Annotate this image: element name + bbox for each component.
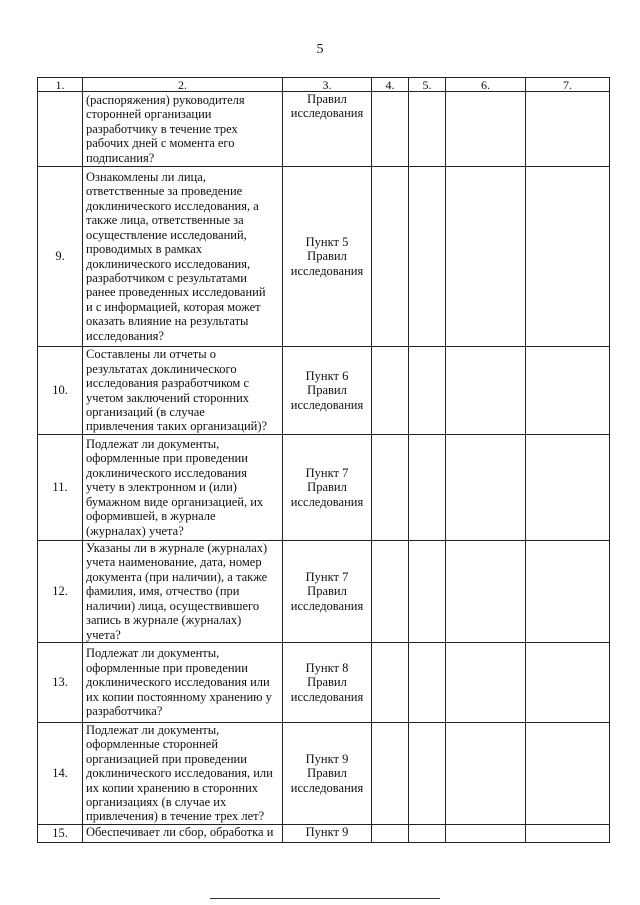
empty-cell-col-6 xyxy=(446,824,526,842)
empty-cell-col-5 xyxy=(409,643,446,723)
question-line: доклинического исследования, а xyxy=(86,198,259,213)
reference-cell xyxy=(283,643,372,723)
question-line: Ознакомлены ли лица, xyxy=(86,170,206,185)
reference-cell xyxy=(283,824,372,842)
question-line: (распоряжения) руководителя xyxy=(86,92,245,107)
question-line: рабочих дней с момента его xyxy=(86,136,235,151)
question-line: оформленные при проведении xyxy=(86,451,248,466)
header-row xyxy=(38,78,610,92)
table-row xyxy=(38,541,610,643)
reference-line: исследования xyxy=(290,689,364,704)
reference-cell xyxy=(283,541,372,643)
empty-cell-col-7 xyxy=(526,541,610,643)
question-cell xyxy=(83,541,283,643)
question-line: осуществление исследований, xyxy=(86,227,247,242)
question-line: наличии) лица, осуществившего xyxy=(86,598,260,613)
table-body xyxy=(38,92,610,843)
question-line: доклинического исследования или xyxy=(86,675,270,690)
table-row xyxy=(38,92,610,167)
empty-cell-col-6 xyxy=(446,347,526,435)
question-line: оформившей, в журнале xyxy=(86,509,216,524)
footer-scan-line xyxy=(210,898,440,899)
question-line: проводимых в рамках xyxy=(86,242,203,257)
reference-line: Пункт 5 xyxy=(305,234,349,249)
row-number xyxy=(38,92,83,167)
empty-cell-col-4 xyxy=(372,92,409,167)
question-line: организацией при проведении xyxy=(86,751,247,766)
question-line: сторонней организации xyxy=(86,107,212,122)
table-row xyxy=(38,167,610,347)
reference-line: исследования xyxy=(290,494,364,509)
empty-cell-col-6 xyxy=(446,92,526,167)
question-cell xyxy=(83,723,283,825)
reference-line: Пункт 6 xyxy=(305,368,349,383)
reference-cell xyxy=(283,723,372,825)
empty-cell-col-4 xyxy=(372,723,409,825)
question-line: Подлежат ли документы, xyxy=(86,437,220,452)
header-col-4: 4. xyxy=(372,78,409,92)
reference-line: Правил xyxy=(307,584,347,599)
question-cell xyxy=(83,167,283,347)
reference-line: исследования xyxy=(290,397,364,412)
empty-cell-col-7 xyxy=(526,167,610,347)
header-col-1: 1. xyxy=(38,78,83,92)
header-col-7: 7. xyxy=(526,78,610,92)
question-line: оказать влияние на результаты xyxy=(86,314,249,329)
empty-cell-col-7 xyxy=(526,435,610,541)
empty-cell-col-5 xyxy=(409,92,446,167)
header-col-5: 5. xyxy=(409,78,446,92)
empty-cell-col-4 xyxy=(372,167,409,347)
question-line: запись в журнале (журналах) xyxy=(86,613,242,628)
question-line: учета наименование, дата, номер xyxy=(86,555,262,570)
empty-cell-col-6 xyxy=(446,643,526,723)
reference-line: Правил xyxy=(307,766,347,781)
empty-cell-col-4 xyxy=(372,824,409,842)
header-col-6: 6. xyxy=(446,78,526,92)
question-line: оформленные при проведении xyxy=(86,660,248,675)
reference-cell xyxy=(283,347,372,435)
question-line: разработчика? xyxy=(86,704,163,719)
question-line: исследования разработчиком с xyxy=(86,376,250,391)
reference-line: Пункт 9 xyxy=(305,824,349,839)
question-line: (журналах) учета? xyxy=(86,523,184,538)
question-line: результатах доклинического xyxy=(86,361,237,376)
empty-cell-col-6 xyxy=(446,167,526,347)
question-line: организаций (в случае xyxy=(86,404,205,419)
empty-cell-col-5 xyxy=(409,167,446,347)
empty-cell-col-6 xyxy=(446,723,526,825)
question-line: разработчиком с результатами xyxy=(86,270,247,285)
row-number: 10. xyxy=(38,347,83,435)
reference-line: Пункт 8 xyxy=(305,660,349,675)
question-line: бумажном виде организацией, их xyxy=(86,494,264,509)
question-line: Подлежат ли документы, xyxy=(86,646,220,661)
question-line: Указаны ли в журнале (журналах) xyxy=(86,541,268,556)
reference-cell xyxy=(283,92,372,167)
row-number: 15. xyxy=(38,824,83,842)
empty-cell-col-5 xyxy=(409,347,446,435)
question-line: доклинического исследования xyxy=(86,465,247,480)
question-cell xyxy=(83,435,283,541)
question-line: учета? xyxy=(86,627,121,642)
header-col-2: 2. xyxy=(83,78,283,92)
question-line: их копии хранению в сторонних xyxy=(86,780,259,795)
page-number: 5 xyxy=(316,42,324,57)
reference-line: исследования xyxy=(290,780,364,795)
row-number: 14. xyxy=(38,723,83,825)
reference-line: Пункт 7 xyxy=(305,569,349,584)
empty-cell-col-7 xyxy=(526,723,610,825)
question-line: оформленные сторонней xyxy=(86,737,219,752)
reference-line: Пункт 7 xyxy=(305,465,349,480)
question-line: доклинического исследования, или xyxy=(86,766,273,781)
table-row xyxy=(38,723,610,825)
empty-cell-col-5 xyxy=(409,435,446,541)
question-line: разработчику в течение трех xyxy=(86,121,238,136)
row-number: 9. xyxy=(38,167,83,347)
reference-line: исследования xyxy=(290,598,364,613)
reference-line: Правил xyxy=(307,249,347,264)
question-line: их копии постоянному хранению у xyxy=(86,689,272,704)
reference-line: исследования xyxy=(290,106,364,121)
reference-line: исследования xyxy=(290,263,364,278)
question-line: Подлежат ли документы, xyxy=(86,723,220,737)
empty-cell-col-6 xyxy=(446,435,526,541)
reference-line: Правил xyxy=(307,383,347,398)
empty-cell-col-4 xyxy=(372,541,409,643)
row-number: 13. xyxy=(38,643,83,723)
question-cell xyxy=(83,824,283,842)
row-number: 11. xyxy=(38,435,83,541)
empty-cell-col-4 xyxy=(372,643,409,723)
reference-line: Правил xyxy=(307,480,347,495)
question-line: ответственные за проведение xyxy=(86,184,243,199)
question-line: учету в электронном и (или) xyxy=(86,480,237,495)
question-line: ранее проведенных исследований xyxy=(86,285,266,300)
checklist-table xyxy=(37,77,610,843)
question-line: исследования? xyxy=(86,328,164,343)
empty-cell-col-7 xyxy=(526,643,610,723)
empty-cell-col-5 xyxy=(409,723,446,825)
reference-line: Пункт 9 xyxy=(305,751,349,766)
question-cell xyxy=(83,92,283,167)
empty-cell-col-4 xyxy=(372,435,409,541)
empty-cell-col-7 xyxy=(526,347,610,435)
question-line: учетом заключений сторонних xyxy=(86,390,250,405)
question-line: документа (при наличии), а также xyxy=(86,569,268,584)
reference-line: Правил xyxy=(307,675,347,690)
table-row xyxy=(38,347,610,435)
header-col-3: 3. xyxy=(283,78,372,92)
reference-cell xyxy=(283,167,372,347)
table-row xyxy=(38,643,610,723)
row-number: 12. xyxy=(38,541,83,643)
question-line: организациях (в случае их xyxy=(86,795,227,810)
empty-cell-col-4 xyxy=(372,347,409,435)
question-cell xyxy=(83,643,283,723)
question-line: доклинического исследования, xyxy=(86,256,251,271)
question-line: и с информацией, которая может xyxy=(86,299,261,314)
reference-cell xyxy=(283,435,372,541)
question-line: привлечения) в течение трех лет? xyxy=(86,809,265,824)
question-line: привлечения таких организаций)? xyxy=(86,419,268,434)
table-row xyxy=(38,824,610,842)
empty-cell-col-6 xyxy=(446,541,526,643)
empty-cell-col-7 xyxy=(526,824,610,842)
reference-line: Правил xyxy=(307,92,347,106)
question-cell xyxy=(83,347,283,435)
empty-cell-col-5 xyxy=(409,824,446,842)
empty-cell-col-7 xyxy=(526,92,610,167)
question-line: подписания? xyxy=(86,150,155,165)
question-line: Обеспечивает ли сбор, обработка и xyxy=(86,824,274,839)
question-line: также лица, ответственные за xyxy=(86,213,244,228)
table-row xyxy=(38,435,610,541)
question-line: Составлены ли отчеты о xyxy=(86,347,217,362)
question-line: фамилия, имя, отчество (при xyxy=(86,584,240,599)
empty-cell-col-5 xyxy=(409,541,446,643)
